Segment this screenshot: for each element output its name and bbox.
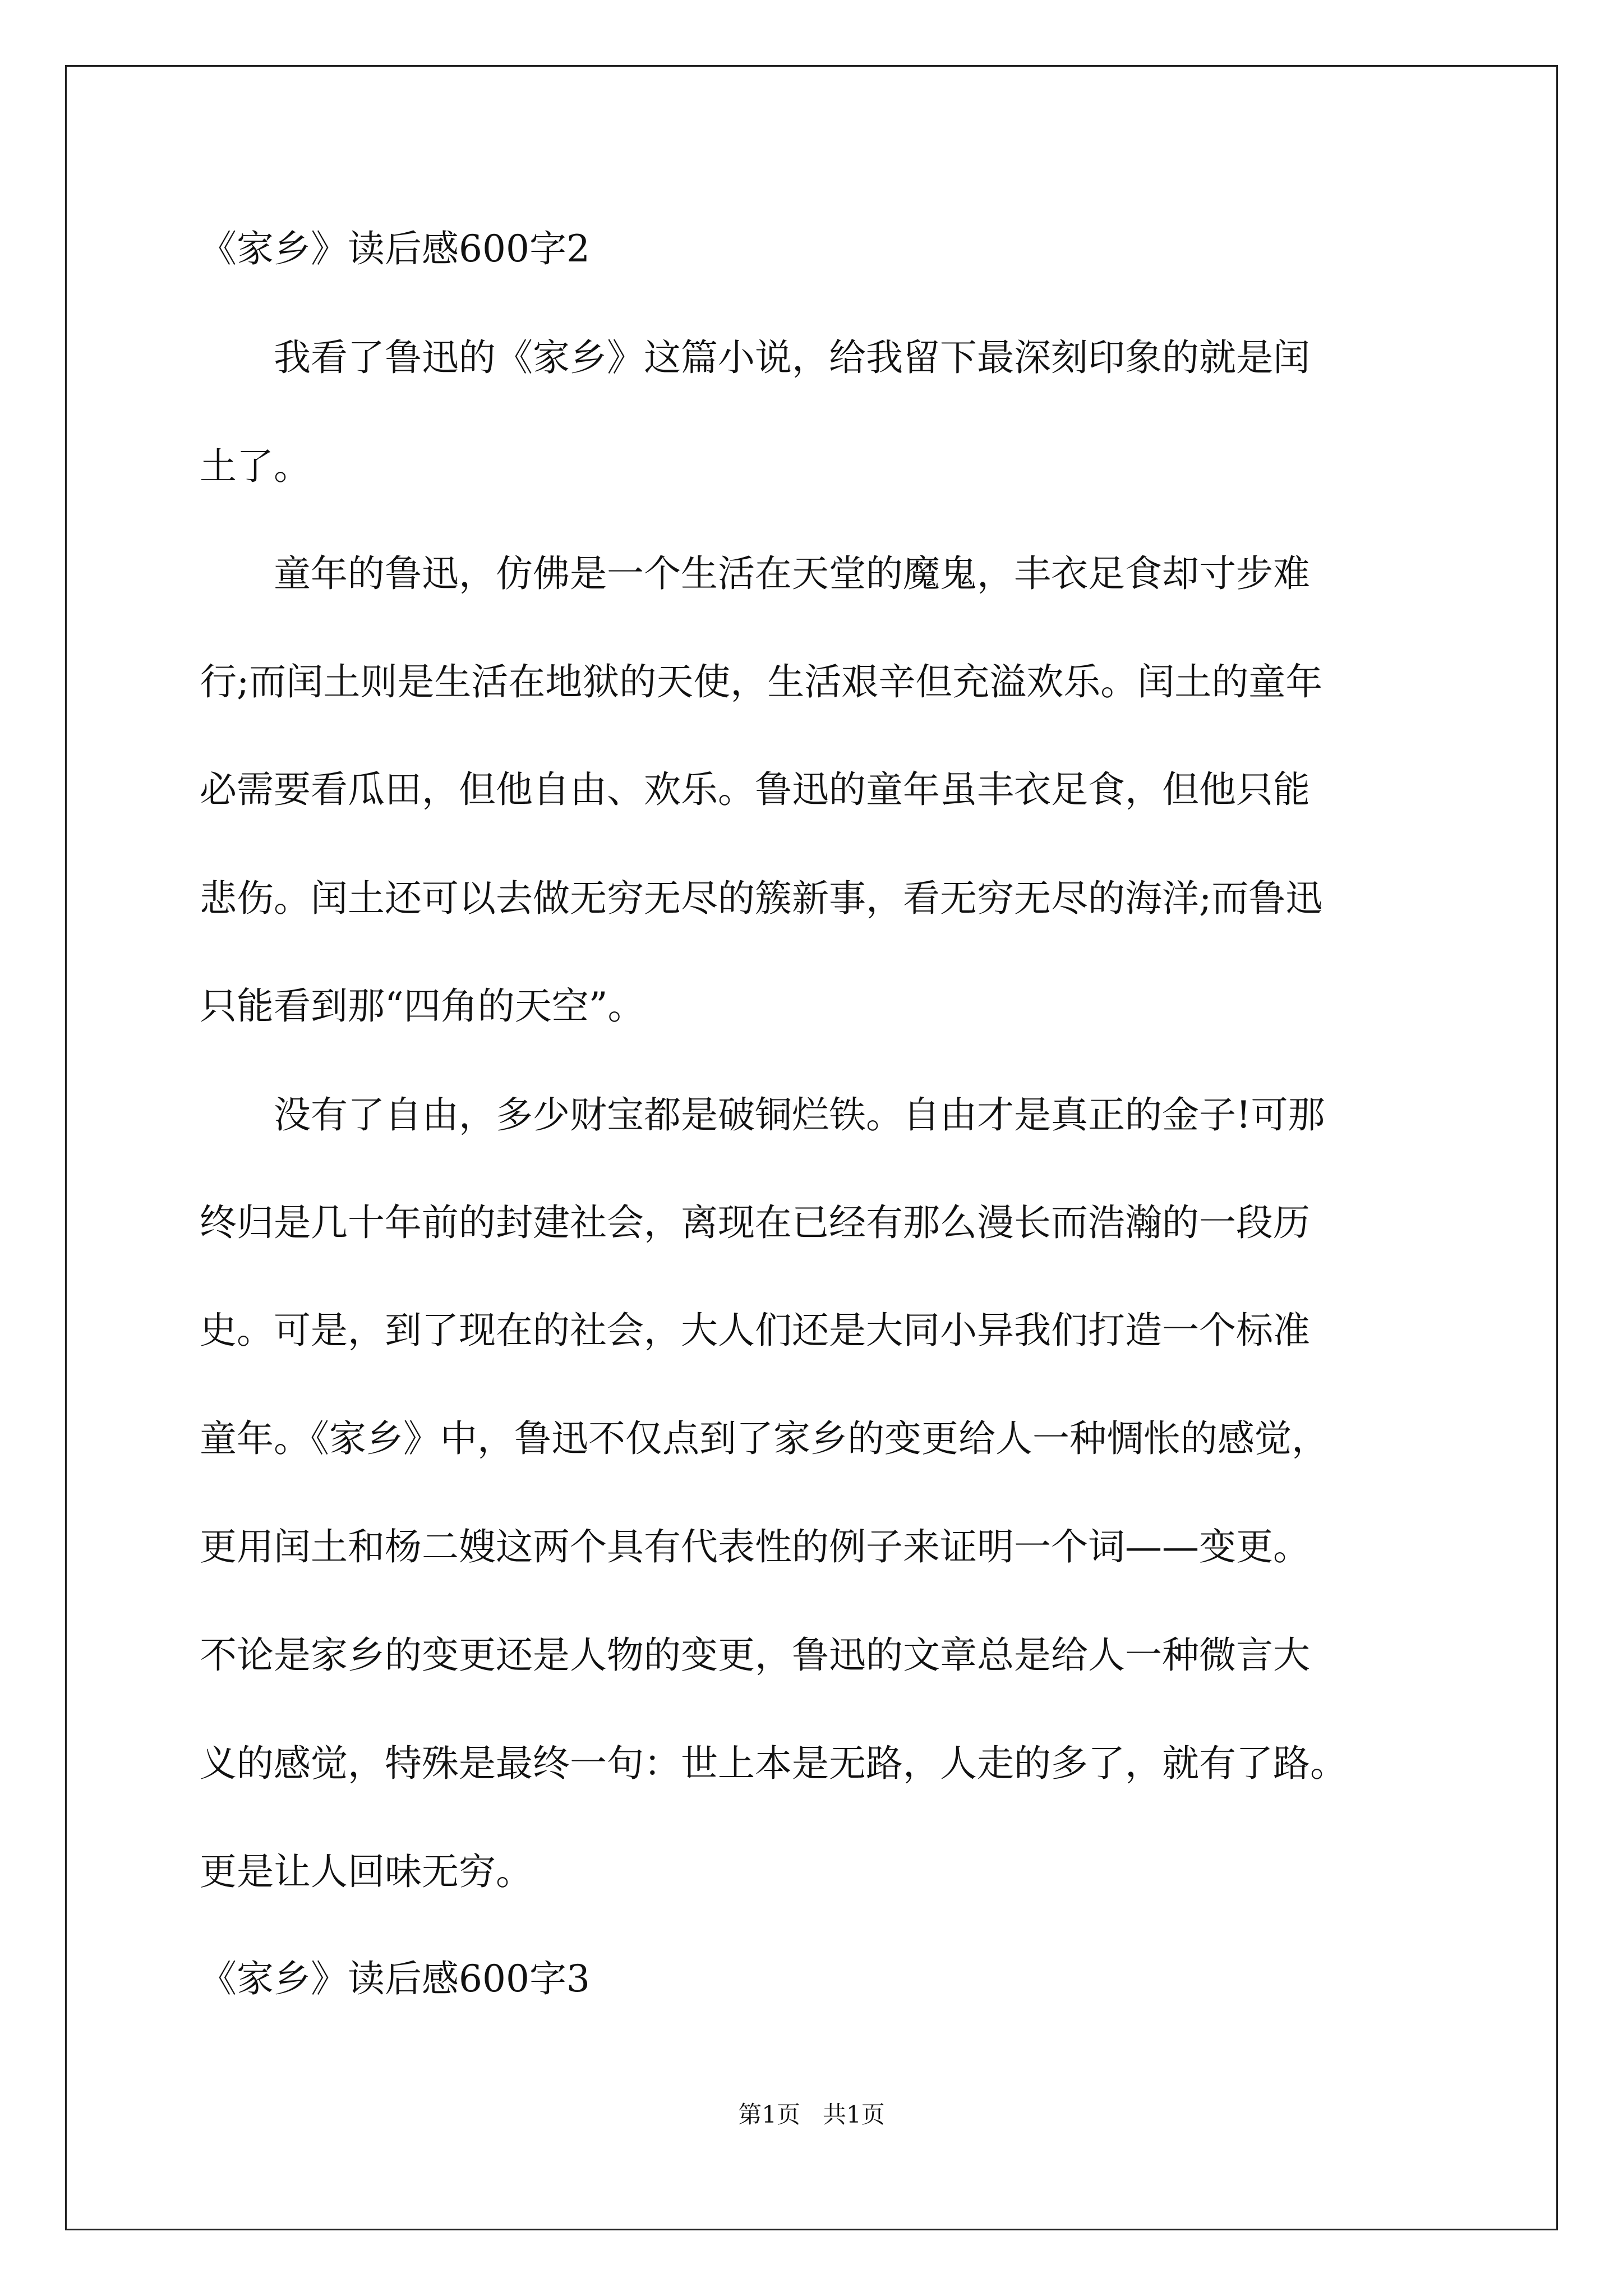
paragraph-1-line-2: 土了。 [200,445,311,488]
paragraph-2-line-4: 悲伤。闰土还可以去做无穷无尽的簇新事，看无穷无尽的海洋;而鲁迅 [200,877,1323,920]
paragraph-1-line-1: 我看了鲁迅的《家乡》这篇小说，给我留下最深刻印象的就是闰 [200,336,1310,379]
paragraph-3-line-3: 史。可是，到了现在的社会，大人们还是大同小异我们打造一个标准 [200,1309,1310,1352]
paragraph-2-line-1: 童年的鲁迅，仿佛是一个生活在天堂的魔鬼，丰衣足食却寸步难 [200,552,1310,595]
paragraph-3-line-4: 童年。《家乡》中，鲁迅不仅点到了家乡的变更给人一种惆怅的感觉， [200,1417,1329,1460]
paragraph-2-line-3: 必需要看瓜田，但他自由、欢乐。鲁迅的童年虽丰衣足食，但他只能 [200,768,1310,811]
paragraph-3-line-7: 义的感觉，特殊是最终一句：世上本是无路，人走的多了，就有了路。 [200,1742,1347,1785]
paragraph-3-line-8: 更是让人回味无穷。 [200,1850,533,1893]
paragraph-3-line-2: 终归是几十年前的封建社会，离现在已经有那么漫长而浩瀚的一段历 [200,1201,1310,1244]
section-heading-2: 《家乡》读后感600字2 [200,227,590,270]
section-heading-3: 《家乡》读后感600字3 [200,1957,590,2000]
page-border [65,65,1558,2230]
paragraph-2-line-5: 只能看到那“四角的天空”。 [200,984,645,1028]
paragraph-2-line-2: 行;而闰土则是生活在地狱的天使，生活艰辛但充溢欢乐。闰土的童年 [200,660,1323,703]
paragraph-3-line-5: 更用闰土和杨二嫂这两个具有代表性的例子来证明一个词——变更。 [200,1525,1310,1568]
paragraph-3-line-6: 不论是家乡的变更还是人物的变更，鲁迅的文章总是给人一种微言大 [200,1634,1310,1677]
page-footer: 第1页 共1页 [738,2101,885,2128]
paragraph-3-line-1: 没有了自由，多少财宝都是破铜烂铁。自由才是真正的金子!可那 [200,1093,1325,1137]
